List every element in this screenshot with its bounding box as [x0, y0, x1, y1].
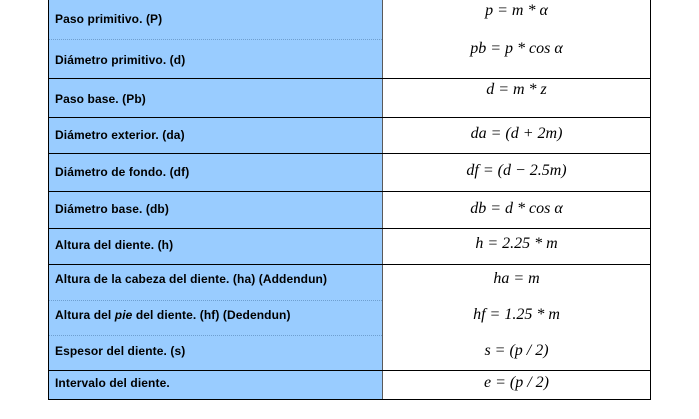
row-border	[49, 153, 650, 154]
label-altura-pie-part2: del diente. (hf) (Dedendun)	[132, 308, 291, 322]
row-gridline	[49, 300, 382, 301]
label-diametro-fondo: Diámetro de fondo. (df)	[55, 165, 190, 179]
label-altura-pie	[55, 308, 291, 322]
label-altura-pie-emphasis: pie	[114, 308, 133, 322]
formula-espesor-diente: s = (p / 2)	[484, 342, 549, 359]
formula-paso-base: d = m * z	[486, 81, 547, 98]
row-border	[49, 117, 650, 118]
label-diametro-base: Diámetro base. (db)	[55, 202, 169, 216]
row-border	[49, 370, 650, 371]
formula-table	[48, 0, 651, 400]
row-border	[49, 264, 650, 265]
label-espesor-diente: Espesor del diente. (s)	[55, 344, 186, 358]
formula-altura-diente: h = 2.25 * m	[475, 235, 558, 252]
formula-paso-primitivo: p = m * α	[485, 2, 548, 19]
row-gridline	[49, 335, 382, 336]
label-diametro-primitivo: Diámetro primitivo. (d)	[55, 53, 186, 67]
row-gridline	[49, 39, 382, 40]
formula-diametro-primitivo: pb = p * cos α	[470, 40, 563, 57]
row-border	[49, 228, 650, 229]
label-altura-cabeza: Altura de la cabeza del diente. (ha) (Addendun)	[55, 272, 328, 286]
label-altura-pie-part1: Altura del	[55, 308, 115, 322]
row-border	[49, 191, 650, 192]
formula-diametro-base: db = d * cos α	[470, 200, 563, 217]
label-diametro-exterior: Diámetro exterior. (da)	[55, 128, 185, 142]
row-border	[49, 78, 650, 79]
formula-intervalo-diente: e = (p / 2)	[484, 374, 549, 391]
label-altura-diente: Altura del diente. (h)	[55, 238, 174, 252]
label-paso-primitivo: Paso primitivo. (P)	[55, 12, 163, 26]
formula-altura-cabeza: ha = m	[493, 270, 540, 287]
formula-altura-pie: hf = 1.25 * m	[473, 306, 560, 323]
label-paso-base: Paso base. (Pb)	[55, 92, 146, 106]
formula-diametro-fondo: df = (d − 2.5m)	[466, 162, 567, 179]
label-intervalo-diente: Intervalo del diente.	[55, 376, 170, 390]
formula-diametro-exterior: da = (d + 2m)	[470, 125, 563, 142]
